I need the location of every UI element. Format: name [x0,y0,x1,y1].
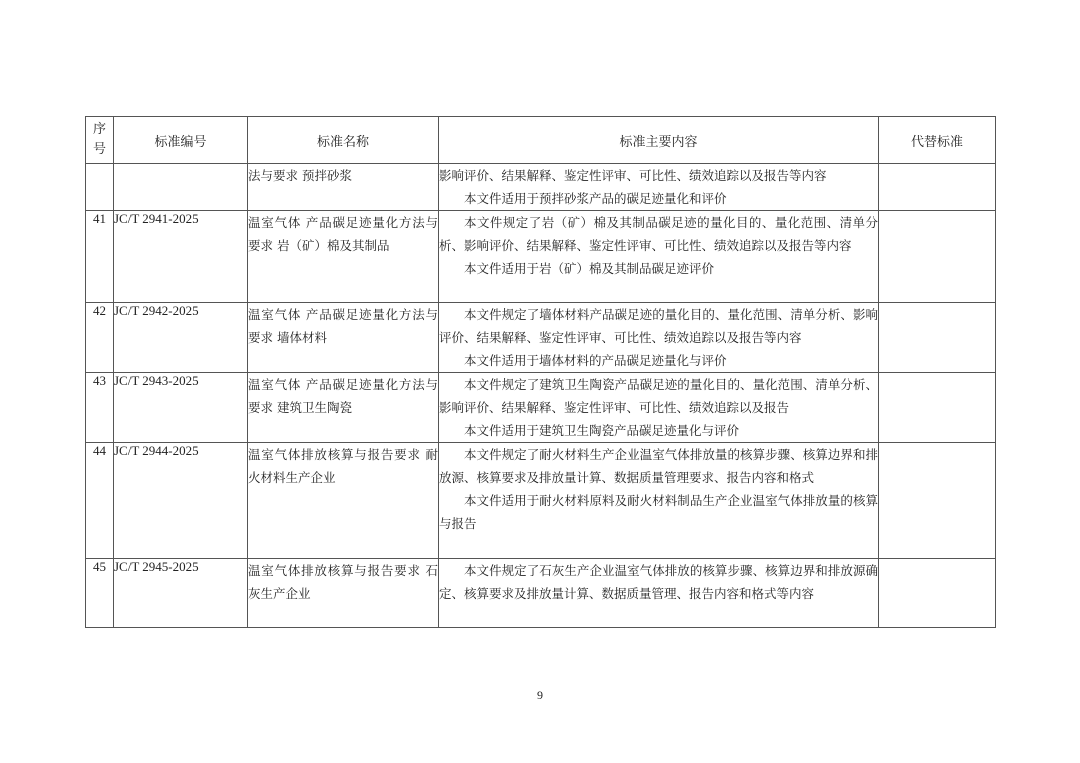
content-para-b: 本文件适用于墙体材料的产品碳足迹量化与评价 [464,353,727,368]
header-name: 标准名称 [248,117,439,164]
table-row [86,559,996,628]
cell-code [114,164,248,211]
cell-code: JC/T 2942-2025 [114,303,248,373]
cell-name: 温室气体排放核算与报告要求 耐火材料生产企业 [248,443,439,559]
content-para-a: 本文件规定了石灰生产企业温室气体排放的核算步骤、核算边界和排放源确定、核算要求及排放量计算、数据质量管理、报告内容和格式等内容 [439,563,878,601]
cell-replaced [879,373,996,443]
header-content: 标准主要内容 [439,117,879,164]
cell-code: JC/T 2941-2025 [114,211,248,303]
content-para-a: 本文件规定了建筑卫生陶瓷产品碳足迹的量化目的、量化范围、清单分析、影响评价、结果解释、鉴定性评审、可比性、绩效追踪以及报告 [439,377,878,415]
cell-code: JC/T 2944-2025 [114,443,248,559]
cell-content [439,373,879,443]
cell-code: JC/T 2945-2025 [114,559,248,628]
table-row [86,211,996,303]
page-number: 9 [537,688,543,702]
content-para-b: 本文件适用于岩（矿）棉及其制品碳足迹评价 [464,261,715,276]
content-para-b: 本文件适用于预拌砂浆产品的碳足迹量化和评价 [464,191,727,206]
cell-content [439,443,879,559]
header-replaced: 代替标准 [879,117,996,164]
cell-no: 41 [86,211,114,303]
content-para-b: 本文件适用于建筑卫生陶瓷产品碳足迹量化与评价 [464,423,740,438]
table-header-row [86,117,996,164]
cell-replaced [879,559,996,628]
table-row [86,443,996,559]
cell-name: 温室气体排放核算与报告要求 石灰生产企业 [248,559,439,628]
cell-name: 温室气体 产品碳足迹量化方法与要求 墙体材料 [248,303,439,373]
table-row-continued [86,164,996,211]
cell-content [439,559,879,628]
table-row [86,373,996,443]
standards-table [85,116,996,628]
cell-code: JC/T 2943-2025 [114,373,248,443]
cell-content [439,164,879,211]
cell-no: 45 [86,559,114,628]
cell-name: 温室气体 产品碳足迹量化方法与要求 建筑卫生陶瓷 [248,373,439,443]
cell-content [439,303,879,373]
cell-replaced [879,303,996,373]
header-seq-bottom: 号 [92,142,106,157]
content-para-a: 影响评价、结果解释、鉴定性评审、可比性、绩效追踪以及报告等内容 [439,168,827,183]
cell-no: 42 [86,303,114,373]
cell-no: 44 [86,443,114,559]
table-row [86,303,996,373]
header-code: 标准编号 [114,117,248,164]
cell-no [86,164,114,211]
content-para-a: 本文件规定了岩（矿）棉及其制品碳足迹的量化目的、量化范围、清单分析、影响评价、结果解释、鉴定性评审、可比性、绩效追踪以及报告等内容 [439,215,878,253]
cell-content [439,211,879,303]
cell-name: 温室气体 产品碳足迹量化方法与要求 岩（矿）棉及其制品 [248,211,439,303]
cell-name: 法与要求 预拌砂浆 [248,164,439,211]
header-seq [86,117,114,164]
cell-replaced [879,443,996,559]
content-para-a: 本文件规定了耐火材料生产企业温室气体排放量的核算步骤、核算边界和排放源、核算要求及排放量计算、数据质量管理要求、报告内容和格式 [439,447,878,485]
header-seq-top: 序 [92,122,106,137]
cell-replaced [879,211,996,303]
content-para-a: 本文件规定了墙体材料产品碳足迹的量化目的、量化范围、清单分析、影响评价、结果解释、鉴定性评审、可比性、绩效追踪以及报告等内容 [439,307,878,345]
cell-no: 43 [86,373,114,443]
cell-replaced [879,164,996,211]
content-para-b: 本文件适用于耐火材料原料及耐火材料制品生产企业温室气体排放量的核算与报告 [439,493,878,531]
